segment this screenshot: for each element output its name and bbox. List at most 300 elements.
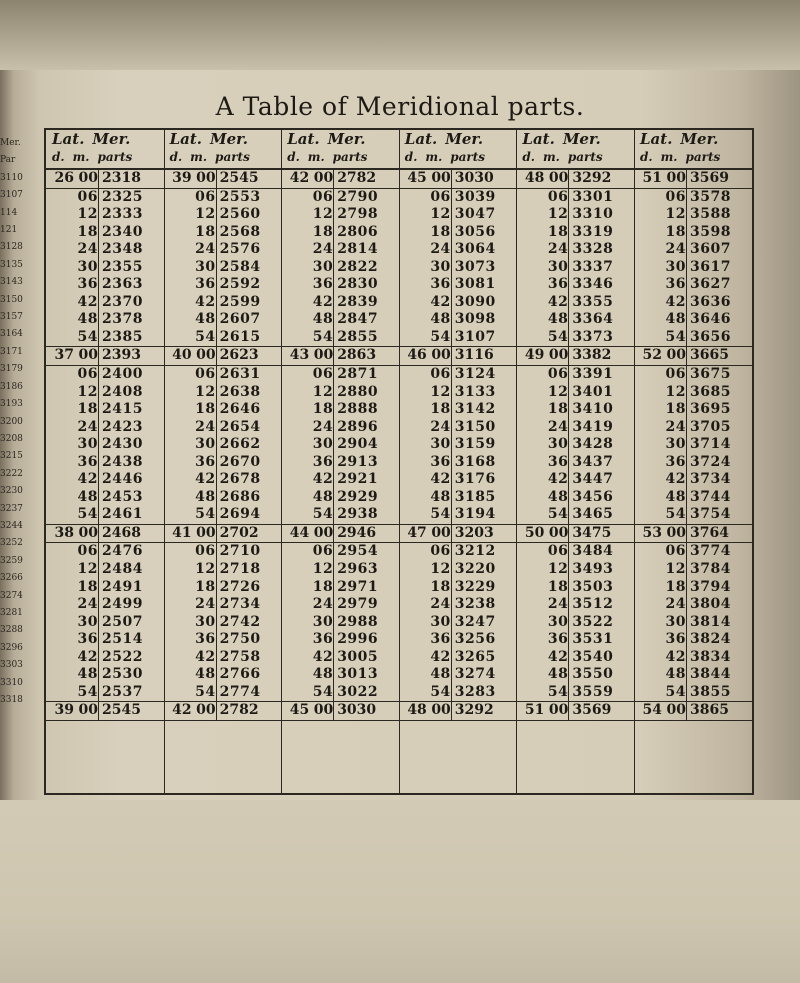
table-row	[516, 489, 634, 507]
table-row	[399, 506, 517, 524]
parts-cell: 3203	[451, 525, 493, 543]
minute-cell: 48	[547, 488, 569, 505]
parts-cell: 3319	[568, 224, 610, 242]
table-row	[516, 454, 634, 472]
minute-cell: 18	[195, 578, 216, 595]
parts-cell: 2453	[98, 489, 140, 507]
degree-cell: 45	[289, 702, 310, 719]
left-margin-value: 3237	[0, 503, 23, 514]
table-row	[634, 241, 752, 259]
table-row	[634, 543, 752, 561]
table-row	[46, 596, 164, 614]
minute-cell: 24	[665, 241, 686, 258]
parts-cell: 2638	[216, 384, 258, 402]
parts-cell: 3346	[568, 276, 610, 294]
table-row	[46, 206, 164, 224]
parts-cell: 3410	[568, 401, 610, 419]
table-row	[46, 346, 164, 366]
degree-cell: 48	[524, 170, 545, 186]
header-mer: Mer.	[210, 130, 248, 148]
minute-cell: 00	[78, 702, 98, 719]
parts-cell: 2921	[333, 471, 375, 489]
column-header	[46, 130, 164, 150]
table-row	[164, 346, 282, 366]
header-d: d.	[169, 150, 183, 164]
table-row	[516, 206, 634, 224]
table-row	[46, 329, 164, 347]
page-title: A Table of Meridional parts.	[215, 92, 585, 121]
parts-cell: 3705	[686, 419, 728, 437]
table-row	[634, 311, 752, 329]
table-row	[164, 401, 282, 419]
minute-cell: 30	[195, 436, 216, 453]
minute-cell: 06	[430, 188, 451, 205]
parts-cell: 2491	[98, 579, 140, 597]
parts-cell: 3194	[451, 506, 493, 524]
parts-cell: 2742	[216, 614, 258, 632]
minute-cell: 00	[548, 702, 569, 719]
table-row	[164, 454, 282, 472]
table-row	[46, 614, 164, 632]
table-row	[516, 561, 634, 579]
minute-cell: 54	[665, 506, 686, 523]
parts-cell: 2355	[98, 259, 140, 277]
table-row	[281, 189, 399, 207]
parts-cell: 2996	[333, 631, 375, 649]
degree-cell: 43	[289, 347, 310, 364]
table-row	[399, 366, 517, 384]
parts-cell: 3804	[686, 596, 728, 614]
table-row	[399, 631, 517, 649]
minute-cell: 00	[666, 347, 686, 364]
minute-cell: 30	[312, 258, 334, 275]
minute-cell: 42	[312, 648, 334, 665]
parts-cell: 3265	[451, 649, 493, 667]
parts-cell: 2623	[216, 347, 258, 365]
parts-cell: 3401	[568, 384, 610, 402]
minute-cell: 00	[196, 347, 216, 364]
column-header	[164, 130, 282, 150]
parts-cell: 3493	[568, 561, 610, 579]
meridional-parts-table	[44, 128, 754, 795]
table-row	[46, 489, 164, 507]
parts-cell: 3256	[451, 631, 493, 649]
header-mer: Mer.	[562, 130, 601, 148]
minute-cell: 30	[195, 258, 216, 275]
minute-cell: 36	[312, 276, 334, 293]
minute-cell: 36	[77, 631, 98, 648]
table-row	[516, 436, 634, 454]
left-margin-value: 114	[0, 207, 18, 218]
left-margin-value: 3303	[0, 660, 23, 671]
table-row	[516, 471, 634, 489]
minute-cell: 30	[312, 436, 334, 453]
table-row	[399, 436, 517, 454]
minute-cell: 42	[77, 648, 98, 665]
minute-cell: 00	[313, 170, 334, 186]
parts-cell: 3855	[686, 684, 728, 702]
parts-cell: 2758	[216, 649, 258, 667]
parts-cell: 3229	[451, 579, 493, 597]
minute-cell: 24	[430, 596, 451, 613]
parts-cell: 2718	[216, 561, 258, 579]
parts-cell: 2929	[333, 489, 375, 507]
minute-cell: 00	[78, 524, 98, 541]
table-row	[516, 189, 634, 207]
parts-cell: 2806	[333, 224, 375, 242]
minute-cell: 18	[430, 401, 451, 418]
parts-cell: 2662	[216, 436, 258, 454]
table-row	[164, 419, 282, 437]
parts-cell: 3090	[451, 294, 493, 312]
parts-cell: 2545	[98, 702, 140, 720]
degree-cell: 46	[407, 347, 427, 364]
parts-cell: 2863	[333, 347, 375, 365]
parts-cell: 2400	[98, 366, 140, 384]
parts-cell: 2988	[333, 614, 375, 632]
table-row	[634, 596, 752, 614]
table-row	[46, 701, 164, 721]
table-row	[164, 701, 282, 721]
table-row	[281, 596, 399, 614]
minute-cell: 36	[547, 276, 569, 293]
table-row	[164, 684, 282, 702]
table-row	[281, 631, 399, 649]
minute-cell: 12	[195, 206, 216, 223]
degree-cell: 38	[54, 524, 74, 541]
minute-cell: 54	[195, 683, 216, 700]
left-margin-value: 3128	[0, 242, 23, 253]
parts-cell: 3540	[568, 649, 610, 667]
minute-cell: 24	[430, 241, 451, 258]
minute-cell: 48	[195, 311, 216, 328]
minute-cell: 06	[665, 543, 686, 560]
table-row	[516, 276, 634, 294]
table-row	[46, 294, 164, 312]
table-row	[399, 561, 517, 579]
left-margin-column	[0, 135, 36, 795]
parts-cell: 2415	[98, 401, 140, 419]
parts-cell: 3834	[686, 649, 728, 667]
parts-cell: 3550	[568, 666, 610, 684]
parts-cell: 3168	[451, 454, 493, 472]
parts-cell: 2631	[216, 366, 258, 384]
minute-cell: 42	[665, 648, 686, 665]
left-margin-value: 3171	[0, 346, 23, 357]
table-column-group	[281, 130, 400, 793]
left-margin-value: 3266	[0, 573, 23, 584]
table-row	[281, 666, 399, 684]
parts-cell: 2888	[333, 401, 375, 419]
table-row	[164, 169, 282, 189]
minute-cell: 06	[77, 188, 98, 205]
left-margin-value: 3252	[0, 538, 23, 549]
header-parts: parts	[332, 150, 368, 164]
minute-cell: 48	[77, 488, 98, 505]
header-lat: Lat.	[640, 130, 673, 148]
table-row	[516, 579, 634, 597]
minute-cell: 24	[77, 418, 98, 435]
left-margin-value: 3222	[0, 468, 23, 479]
left-margin-value: Mer.	[0, 138, 21, 148]
parts-cell: 2782	[333, 170, 375, 188]
table-row	[164, 276, 282, 294]
left-margin-value: 3318	[0, 695, 23, 705]
minute-cell: 18	[430, 578, 451, 595]
parts-cell: 3578	[686, 189, 728, 207]
parts-cell: 3428	[568, 436, 610, 454]
minute-cell: 48	[430, 311, 451, 328]
parts-cell: 3047	[451, 206, 493, 224]
minute-cell: 36	[430, 453, 451, 470]
table-row	[281, 419, 399, 437]
parts-cell: 3646	[686, 311, 728, 329]
left-margin-value: 3110	[0, 172, 23, 183]
minute-cell: 24	[77, 596, 98, 613]
parts-cell: 3013	[333, 666, 375, 684]
degree-cell: 39	[54, 702, 74, 719]
minute-cell: 24	[195, 418, 216, 435]
parts-cell: 3419	[568, 419, 610, 437]
table-row	[516, 506, 634, 524]
table-row	[46, 631, 164, 649]
table-row	[634, 384, 752, 402]
parts-cell: 2979	[333, 596, 375, 614]
minute-cell: 30	[430, 436, 451, 453]
minute-cell: 24	[312, 241, 334, 258]
table-row	[46, 471, 164, 489]
table-row	[399, 384, 517, 402]
minute-cell: 24	[195, 241, 216, 258]
minute-cell: 12	[430, 561, 451, 578]
column-header	[516, 130, 634, 150]
left-margin-value: 121	[0, 225, 18, 236]
minute-cell: 48	[312, 666, 334, 683]
degree-cell: 26	[54, 170, 74, 186]
minute-cell: 36	[195, 276, 216, 293]
table-row	[164, 366, 282, 384]
table-row	[164, 524, 282, 544]
table-row	[516, 329, 634, 347]
header-d: d.	[522, 150, 535, 164]
column-subheader	[399, 150, 517, 169]
header-d: d.	[52, 150, 65, 164]
parts-cell: 2710	[216, 543, 258, 561]
table-column-group	[634, 130, 752, 793]
table-row	[281, 241, 399, 259]
parts-cell: 3484	[568, 543, 610, 561]
minute-cell: 00	[666, 524, 686, 541]
parts-cell: 3337	[568, 259, 610, 277]
table-row	[281, 169, 399, 189]
table-row	[46, 169, 164, 189]
header-lat: Lat.	[522, 130, 555, 148]
minute-cell: 54	[312, 328, 334, 345]
minute-cell: 30	[195, 613, 216, 630]
parts-cell: 3569	[568, 702, 610, 720]
table-row	[399, 311, 517, 329]
minute-cell: 42	[312, 471, 334, 488]
table-row	[516, 666, 634, 684]
minute-cell: 48	[430, 666, 451, 683]
minute-cell: 36	[547, 631, 569, 648]
minute-cell: 54	[547, 328, 569, 345]
table-row	[516, 294, 634, 312]
table-row	[281, 649, 399, 667]
table-row	[634, 329, 752, 347]
column-subheader	[164, 150, 282, 169]
minute-cell: 54	[430, 506, 451, 523]
parts-cell: 2774	[216, 684, 258, 702]
table-row	[516, 543, 634, 561]
minute-cell: 54	[547, 683, 569, 700]
table-row	[516, 224, 634, 242]
left-margin-value: 3259	[0, 555, 23, 566]
table-row	[281, 346, 399, 366]
parts-cell: 3073	[451, 259, 493, 277]
column-subheader	[634, 150, 752, 169]
parts-cell: 3220	[451, 561, 493, 579]
minute-cell: 54	[77, 506, 98, 523]
parts-cell: 2766	[216, 666, 258, 684]
table-row	[164, 543, 282, 561]
parts-cell: 3081	[451, 276, 493, 294]
minute-cell: 18	[547, 223, 569, 240]
table-row	[164, 206, 282, 224]
parts-cell: 3212	[451, 543, 493, 561]
table-row	[634, 701, 752, 721]
column-header	[399, 130, 517, 150]
minute-cell: 42	[195, 293, 216, 310]
parts-cell: 3675	[686, 366, 728, 384]
minute-cell: 24	[312, 418, 334, 435]
parts-cell: 3522	[568, 614, 610, 632]
degree-cell: 45	[407, 170, 427, 186]
minute-cell: 30	[547, 613, 569, 630]
parts-cell: 3247	[451, 614, 493, 632]
left-margin-value: 3230	[0, 486, 23, 497]
left-margin-value: 3193	[0, 399, 23, 410]
degree-cell: 48	[407, 702, 427, 719]
parts-cell: 2560	[216, 206, 258, 224]
minute-cell: 18	[430, 223, 451, 240]
minute-cell: 06	[195, 543, 216, 560]
minute-cell: 42	[547, 471, 569, 488]
minute-cell: 12	[665, 383, 686, 400]
table-row	[399, 489, 517, 507]
degree-cell: 42	[172, 702, 192, 719]
minute-cell: 18	[665, 223, 686, 240]
minute-cell: 12	[312, 206, 334, 223]
table-row	[46, 579, 164, 597]
table-row	[634, 189, 752, 207]
table-row	[281, 224, 399, 242]
parts-cell: 2599	[216, 294, 258, 312]
parts-cell: 2514	[98, 631, 140, 649]
left-margin-value: 3244	[0, 520, 23, 531]
minute-cell: 48	[665, 666, 686, 683]
table-row	[281, 543, 399, 561]
minute-cell: 24	[547, 241, 569, 258]
left-margin-value: 3215	[0, 451, 23, 462]
parts-cell: 3274	[451, 666, 493, 684]
parts-cell: 3465	[568, 506, 610, 524]
table-row	[281, 701, 399, 721]
table-row	[281, 579, 399, 597]
minute-cell: 54	[547, 506, 569, 523]
parts-cell: 2880	[333, 384, 375, 402]
minute-cell: 06	[430, 366, 451, 383]
parts-cell: 3064	[451, 241, 493, 259]
table-row	[634, 631, 752, 649]
table-row	[281, 471, 399, 489]
table-row	[46, 311, 164, 329]
parts-cell: 3656	[686, 329, 728, 347]
parts-cell: 3617	[686, 259, 728, 277]
table-row	[46, 543, 164, 561]
table-row	[164, 631, 282, 649]
parts-cell: 2946	[333, 525, 375, 543]
minute-cell: 42	[547, 648, 569, 665]
table-row	[399, 649, 517, 667]
minute-cell: 06	[77, 366, 98, 383]
parts-cell: 3636	[686, 294, 728, 312]
parts-cell: 3588	[686, 206, 728, 224]
parts-cell: 2370	[98, 294, 140, 312]
parts-cell: 2871	[333, 366, 375, 384]
table-row	[516, 366, 634, 384]
header-lat: Lat.	[169, 130, 203, 148]
parts-cell: 3328	[568, 241, 610, 259]
column-header	[281, 130, 399, 150]
parts-cell: 3512	[568, 596, 610, 614]
table-row	[164, 666, 282, 684]
minute-cell: 36	[547, 453, 569, 470]
minute-cell: 18	[312, 223, 334, 240]
table-row	[164, 189, 282, 207]
parts-cell: 3283	[451, 684, 493, 702]
table-row	[281, 436, 399, 454]
minute-cell: 12	[195, 383, 216, 400]
minute-cell: 54	[312, 506, 334, 523]
parts-cell: 2545	[216, 170, 258, 188]
column-header	[634, 130, 752, 150]
table-row	[516, 684, 634, 702]
table-row	[399, 224, 517, 242]
table-row	[399, 189, 517, 207]
parts-cell: 3150	[451, 419, 493, 437]
table-row	[399, 579, 517, 597]
minute-cell: 48	[547, 666, 569, 683]
table-row	[516, 614, 634, 632]
minute-cell: 42	[665, 471, 686, 488]
header-d: d.	[404, 150, 418, 164]
minute-cell: 30	[665, 258, 686, 275]
minute-cell: 12	[430, 206, 451, 223]
table-row	[46, 649, 164, 667]
minute-cell: 00	[666, 702, 686, 719]
degree-cell: 41	[172, 524, 192, 541]
table-row	[164, 596, 282, 614]
minute-cell: 12	[77, 561, 98, 578]
table-row	[516, 649, 634, 667]
parts-cell: 3754	[686, 506, 728, 524]
parts-cell: 2971	[333, 579, 375, 597]
table-row	[516, 311, 634, 329]
table-row	[399, 276, 517, 294]
minute-cell: 00	[196, 702, 216, 719]
parts-cell: 2530	[98, 666, 140, 684]
